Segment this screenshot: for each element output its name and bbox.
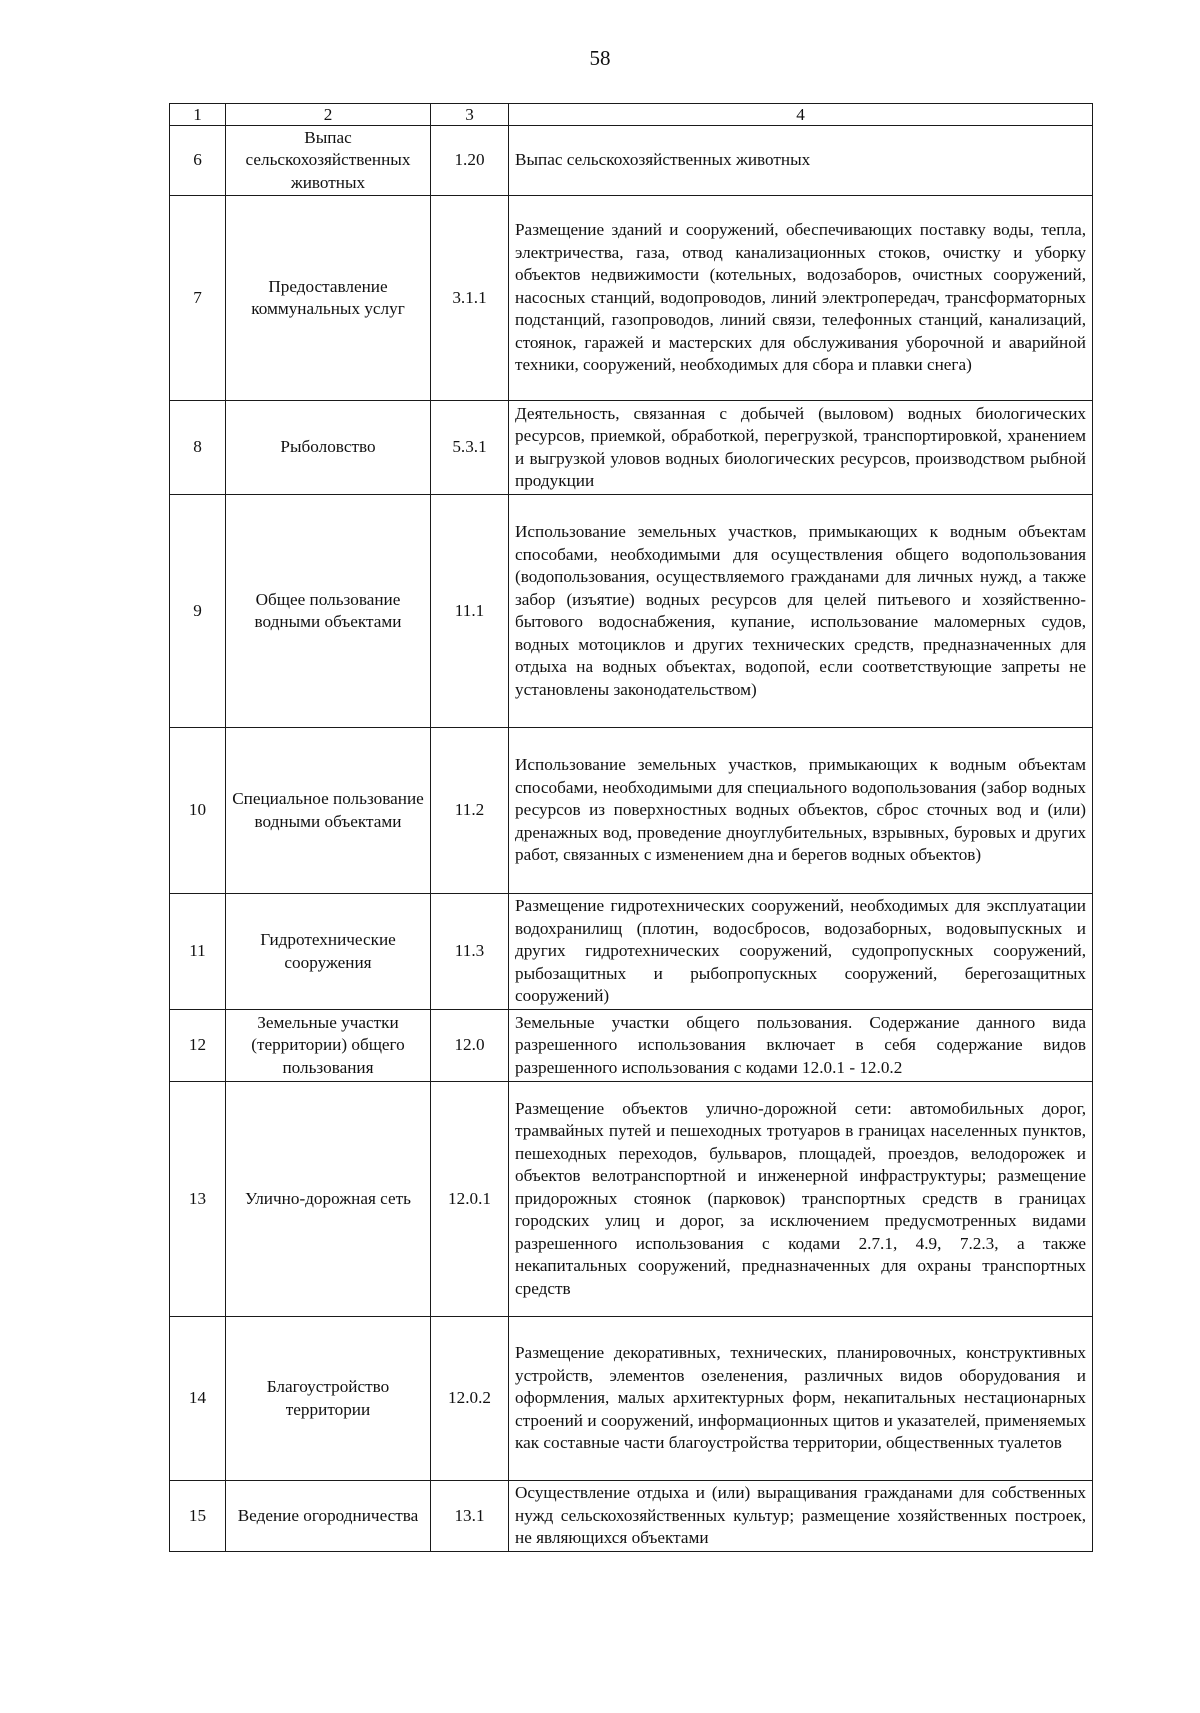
use-type-code: 12.0 bbox=[431, 1010, 509, 1082]
use-type-code: 11.2 bbox=[431, 728, 509, 894]
use-type-name: Выпас сельскохозяйственных животных bbox=[226, 126, 431, 196]
table-row bbox=[170, 1082, 1093, 1317]
use-type-description: Размещение объектов улично-дорожной сети: автомобильных дорог, трамвайных путей и пешеходных тротуаров в границах населенных пунктов, пешеходных переходов, бульваров, площадей, проездов, велодорожек и объектов велотранспортной и инженерной инфраструктуры; размещение придорожных стоянок (парковок) транспортных средств в границах городских улиц и дорог, за исключением предусмотренных видами разрешенного использования с кодами 2.7.1, 4.9, 7.2.3, а также некапитальных сооружений, предназначенных для охраны транспортных средств bbox=[509, 1082, 1093, 1317]
use-type-name: Ведение огородничества bbox=[226, 1481, 431, 1552]
use-type-code: 11.1 bbox=[431, 495, 509, 728]
use-type-description: Выпас сельскохозяйственных животных bbox=[509, 126, 1093, 196]
use-type-description: Деятельность, связанная с добычей (выловом) водных биологических ресурсов, приемкой, обработкой, перегрузкой, транспортировкой, хранением и выгрузкой уловов водных биологических ресурсов, производством рыбной продукции bbox=[509, 401, 1093, 495]
use-type-code: 1.20 bbox=[431, 126, 509, 196]
use-type-description: Размещение декоративных, технических, планировочных, конструктивных устройств, элементов озеленения, различных видов оборудования и оформления, малых архитектурных форм, некапитальных нестационарных строений и сооружений, информационных щитов и указателей, применяемых как составные части благоустройства территории, общественных туалетов bbox=[509, 1317, 1093, 1481]
use-type-code: 5.3.1 bbox=[431, 401, 509, 495]
row-number: 10 bbox=[170, 728, 226, 894]
page-number: 58 bbox=[589, 46, 611, 70]
table-row bbox=[170, 126, 1093, 196]
use-type-code: 3.1.1 bbox=[431, 196, 509, 401]
use-type-code: 13.1 bbox=[431, 1481, 509, 1552]
table-row bbox=[170, 728, 1093, 894]
use-type-name: Земельные участки (территории) общего пользования bbox=[226, 1010, 431, 1082]
use-type-name: Общее пользование водными объектами bbox=[226, 495, 431, 728]
use-type-name: Благоустройство территории bbox=[226, 1317, 431, 1481]
use-type-description: Использование земельных участков, примыкающих к водным объектам способами, необходимыми для осуществления общего водопользования (водопользования, осуществляемого гражданами для личных нужд, а также забор (изъятие) водных ресурсов для целей питьевого и хозяйственно-бытового водоснабжения, купание, использование маломерных судов, водных мотоциклов и других технических средств, предназначенных для отдыха на водных объектах, водопой, если соответствующие запреты не установлены законодательством) bbox=[509, 495, 1093, 728]
table-row bbox=[170, 196, 1093, 401]
use-type-description: Размещение зданий и сооружений, обеспечивающих поставку воды, тепла, электричества, газа, отвод канализационных стоков, очистку и уборку объектов недвижимости (котельных, водозаборов, очистных сооружений, насосных станций, водопроводов, линий электропередач, трансформаторных подстанций, газопроводов, линий связи, телефонных станций, канализаций, стоянок, гаражей и мастерских для обслуживания уборочной и аварийной техники, сооружений, необходимых для сбора и плавки снега) bbox=[509, 196, 1093, 401]
use-type-name: Специальное пользование водными объектами bbox=[226, 728, 431, 894]
header-col-1: 1 bbox=[170, 104, 226, 126]
use-type-name: Улично-дорожная сеть bbox=[226, 1082, 431, 1317]
row-number: 14 bbox=[170, 1317, 226, 1481]
use-type-code: 12.0.2 bbox=[431, 1317, 509, 1481]
table-row bbox=[170, 1481, 1093, 1552]
table-row bbox=[170, 894, 1093, 1010]
land-use-table bbox=[169, 103, 1093, 1552]
row-number: 12 bbox=[170, 1010, 226, 1082]
use-type-description: Земельные участки общего пользования. Содержание данного вида разрешенного использования включает в себя содержание видов разрешенного использования с кодами 12.0.1 - 12.0.2 bbox=[509, 1010, 1093, 1082]
row-number: 7 bbox=[170, 196, 226, 401]
row-number: 11 bbox=[170, 894, 226, 1010]
row-number: 9 bbox=[170, 495, 226, 728]
table-row bbox=[170, 401, 1093, 495]
header-row bbox=[170, 104, 1093, 126]
header-col-2: 2 bbox=[226, 104, 431, 126]
use-type-description: Размещение гидротехнических сооружений, необходимых для эксплуатации водохранилищ (плотин, водосбросов, водозаборных, водовыпускных и других гидротехнических сооружений, судопропускных сооружений, рыбозащитных и рыбопропускных сооружений, берегозащитных сооружений) bbox=[509, 894, 1093, 1010]
row-number: 6 bbox=[170, 126, 226, 196]
row-number: 8 bbox=[170, 401, 226, 495]
table-row bbox=[170, 1317, 1093, 1481]
table-row bbox=[170, 1010, 1093, 1082]
use-type-name: Рыболовство bbox=[226, 401, 431, 495]
use-type-name: Предоставление коммунальных услуг bbox=[226, 196, 431, 401]
header-col-3: 3 bbox=[431, 104, 509, 126]
row-number: 15 bbox=[170, 1481, 226, 1552]
header-col-4: 4 bbox=[509, 104, 1093, 126]
row-number: 13 bbox=[170, 1082, 226, 1317]
use-type-description: Использование земельных участков, примыкающих к водным объектам способами, необходимыми для специального водопользования (забор водных ресурсов из поверхностных водных объектов, сброс сточных вод и (или) дренажных вод, проведение дноуглубительных, взрывных, буровых и других работ, связанных с изменением дна и берегов водных объектов) bbox=[509, 728, 1093, 894]
use-type-code: 12.0.1 bbox=[431, 1082, 509, 1317]
use-type-description: Осуществление отдыха и (или) выращивания гражданами для собственных нужд сельскохозяйственных культур; размещение хозяйственных построек, не являющихся объектами bbox=[509, 1481, 1093, 1552]
table-row bbox=[170, 495, 1093, 728]
use-type-name: Гидротехнические сооружения bbox=[226, 894, 431, 1010]
use-type-code: 11.3 bbox=[431, 894, 509, 1010]
